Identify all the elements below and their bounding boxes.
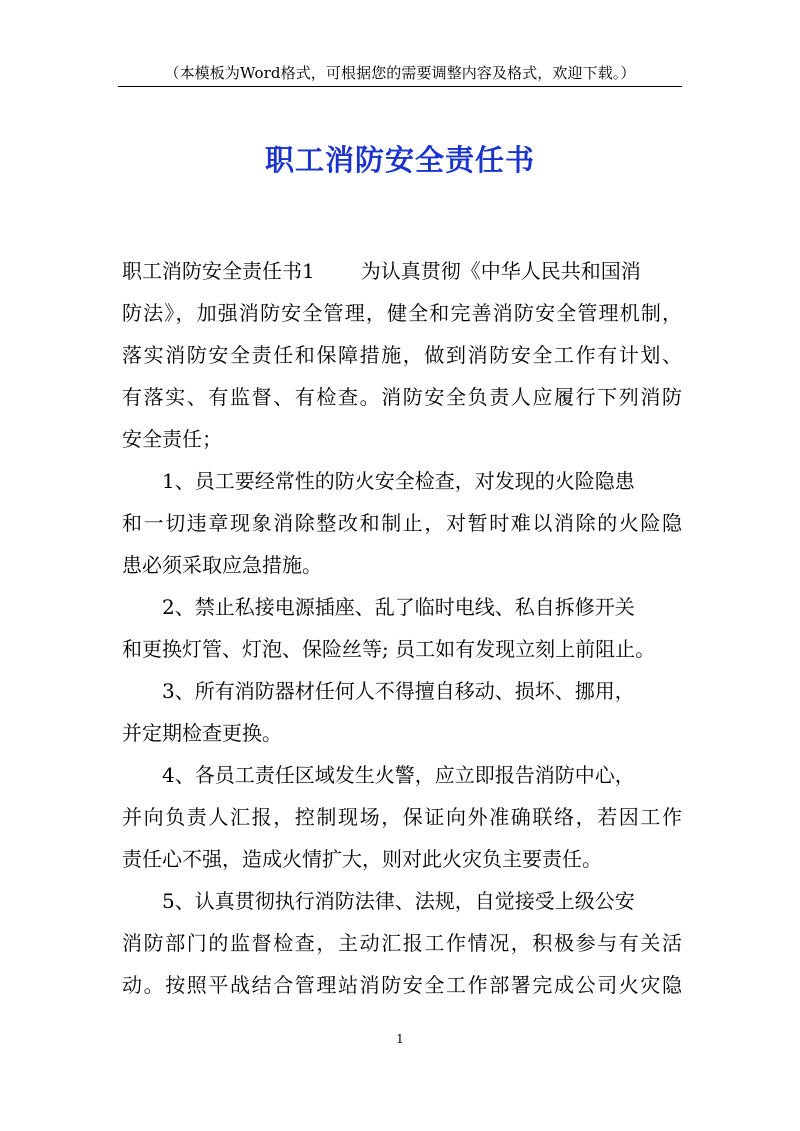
item-5-line-2: 消防部门的监督检查，主动汇报工作情况，积极参与有关活 xyxy=(122,931,682,955)
item-2-line-2: 和更换灯管、灯泡、保险丝等; 员工如有发现立刻上前阻止。 xyxy=(122,637,656,661)
item-4-line-3: 责任心不强，造成火情扩大，则对此火灾负主要责任。 xyxy=(122,847,602,871)
item-1-line-2: 和一切违章现象消除整改和制止，对暂时难以消除的火险隐 xyxy=(122,511,682,535)
body-line-2: 防法》，加强消防安全管理，健全和完善消防安全管理机制， xyxy=(122,301,682,325)
template-note: （本模板为Word格式，可根据您的需要调整内容及格式，欢迎下载。） xyxy=(164,64,636,82)
item-5-line-3: 动。按照平战结合管理站消防安全工作部署完成公司火灾隐 xyxy=(122,973,682,997)
header-divider xyxy=(118,86,682,87)
intro-heading: 职工消防安全责任书1 xyxy=(122,259,315,283)
body-line-5: 安全责任； xyxy=(122,427,222,451)
item-1-line-3: 患必须采取应急措施。 xyxy=(122,553,322,577)
item-3-line-1: 3、所有消防器材任何人不得擅自移动、损坏、挪用， xyxy=(162,679,635,703)
body-text-line: 为认真贯彻《中华人民共和国消 xyxy=(360,259,641,283)
item-2-line-1: 2、禁止私接电源插座、乱了临时电线、私自拆修开关 xyxy=(162,595,635,619)
body-line-4: 有落实、有监督、有检查。消防安全负责人应履行下列消防 xyxy=(122,385,682,409)
item-3-line-2: 并定期检查更换。 xyxy=(122,721,282,745)
document-title: 职工消防安全责任书 xyxy=(264,143,535,177)
body-line-3: 落实消防安全责任和保障措施，做到消防安全工作有计划、 xyxy=(122,343,682,367)
item-5-line-1: 5、认真贯彻执行消防法律、法规，自觉接受上级公安 xyxy=(162,889,635,913)
item-1-line-1: 1、员工要经常性的防火安全检查，对发现的火险隐患 xyxy=(162,469,635,493)
item-4-line-1: 4、各员工责任区域发生火警，应立即报告消防中心， xyxy=(162,763,635,787)
page-number: 1 xyxy=(396,1032,404,1046)
body-line-1 xyxy=(122,250,682,292)
item-4-line-2: 并向负责人汇报，控制现场，保证向外准确联络，若因工作 xyxy=(122,805,682,829)
document-body xyxy=(122,250,682,1006)
